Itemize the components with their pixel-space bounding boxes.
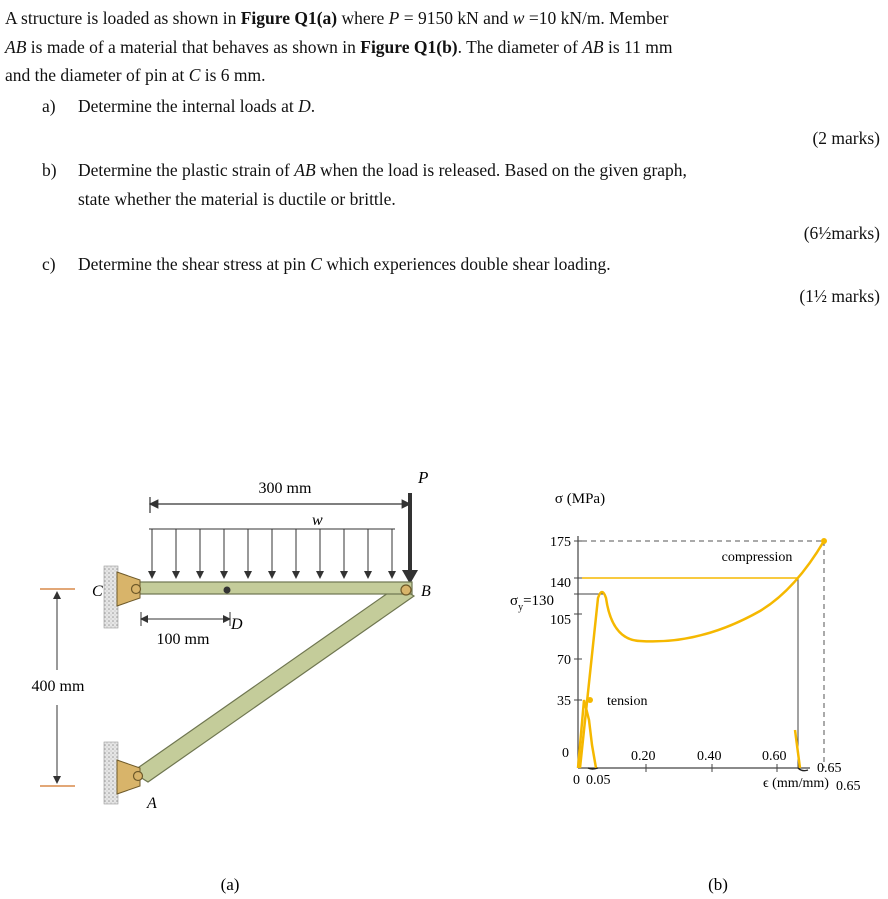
part-b-text: Determine the plastic strain of AB when the load is released. Based on the given graph, <box>78 160 687 180</box>
sigma-y-label: $\sigma_y=130$ <box>510 593 555 613</box>
y-tick-0: 0 <box>562 746 569 761</box>
y-tick-70: 70 <box>557 653 571 668</box>
y-tick-140: 140 <box>550 576 571 591</box>
y-axis-label: σ (MPa) <box>554 491 606 507</box>
member-AB <box>132 586 414 782</box>
x-tick-060: 0.60 <box>762 749 787 764</box>
y-tick-175: 175 <box>550 535 571 550</box>
part-c-label: c) <box>42 254 56 274</box>
caption-a: (a) <box>220 875 240 894</box>
x-axis-label: ϵ (mm/mm) <box>763 776 829 791</box>
wall-top <box>104 566 118 628</box>
label-C: C <box>92 583 103 600</box>
label-A: A <box>147 795 157 812</box>
dim-100-label: 100 mm <box>156 631 210 648</box>
label-D: D <box>231 616 243 633</box>
part-b-marks: (6½marks) <box>803 223 880 243</box>
dim-300-label: 300 mm <box>258 480 312 497</box>
x-tick-005: 0.05 <box>586 773 611 788</box>
wall-bottom <box>104 742 118 804</box>
part-b-label: b) <box>42 160 57 180</box>
y-tick-105: 105 <box>550 613 571 628</box>
figure-a <box>32 468 431 894</box>
distributed-load-arrows <box>152 529 392 578</box>
compression-curve <box>580 541 824 768</box>
part-a-marks: (2 marks) <box>812 128 880 148</box>
x-tick-0: 0 <box>573 773 580 788</box>
pin-B <box>401 585 411 595</box>
figure-b <box>510 491 861 894</box>
extra-065-label: 0.65 <box>836 779 861 794</box>
intro-line-3: and the diameter of pin at C is 6 mm. <box>5 65 266 85</box>
beam-CB <box>130 582 412 594</box>
y-tick-35: 35 <box>557 694 571 709</box>
part-a-label: a) <box>42 96 56 116</box>
part-b-text-line2: state whether the material is ductile or brittle. <box>78 189 396 209</box>
tension-label: tension <box>607 694 648 709</box>
x-tick-040: 0.40 <box>697 749 722 764</box>
x-tick-065: 0.65 <box>817 761 842 776</box>
intro-line-2: AB is made of a material that behaves as shown in Figure Q1(b). The diameter of AB is 11 mm <box>5 37 673 57</box>
intro-line-1: A structure is loaded as shown in Figure Q1(a) where P = 9150 kN and w =10 kN/m. Member <box>5 8 669 28</box>
part-c-text: Determine the shear stress at pin C which experiences double shear loading. <box>78 254 611 274</box>
part-c-marks: (1½ marks) <box>799 286 880 306</box>
part-a-text: Determine the internal loads at D. <box>78 96 316 116</box>
compression-label: compression <box>721 550 793 565</box>
load-w-label: w <box>312 512 323 529</box>
dim-400-label: 400 mm <box>31 678 85 695</box>
caption-b: (b) <box>708 875 728 894</box>
label-B: B <box>421 583 431 600</box>
load-P-label: P <box>418 468 429 487</box>
x-tick-020: 0.20 <box>631 749 656 764</box>
point-D <box>224 587 231 594</box>
